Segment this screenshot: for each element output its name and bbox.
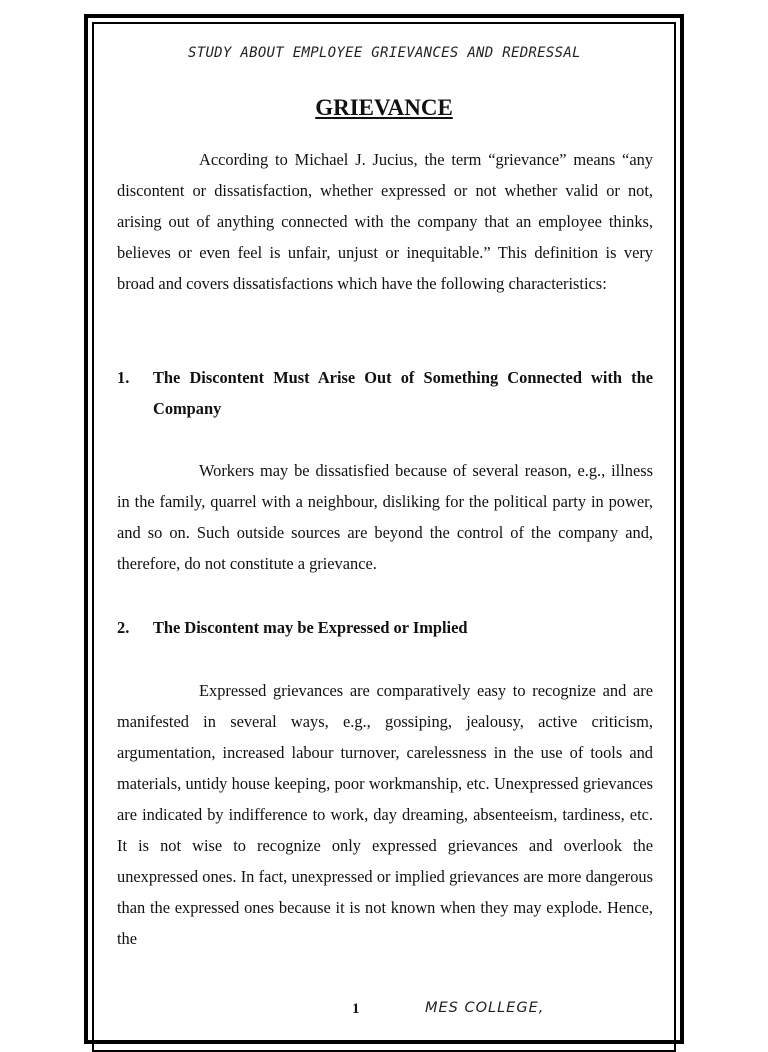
section-paragraph-2: Expressed grievances are comparatively easy to recognize and are manifested in several ways, e.g., gossiping, jealousy, active criticism, argumentation, increased labour turnover, carelessness in the use of tools and materials, untidy house keeping, poor workmanship, etc. Unexpressed grievances are indicated by indifference to work, day dreaming, absenteeism, tardiness, etc. It is not wise to recognize only expressed grievances and overlook the unexpressed ones. In fact, unexpressed or implied grievances are more dangerous than the expressed ones because it is not known when they may explode. Hence, the — [117, 681, 653, 948]
section-heading-1 — [117, 362, 653, 424]
section-number-2: 2. — [117, 618, 130, 637]
section-heading-2 — [117, 612, 653, 643]
section-heading-text-1: The Discontent Must Arise Out of Something Connected with the Company — [153, 368, 653, 418]
intro-paragraph: According to Michael J. Jucius, the term “grievance” means “any discontent or dissatisfaction, whether expressed or not whether valid or not, arising out of anything connected with the company that an employee thinks, believes or even feel is unfair, unjust or inequitable.” This definition is very broad and covers dissatisfactions which have the following characteristics: — [117, 150, 653, 293]
page-number: 1 — [352, 1001, 360, 1017]
page-title: GRIEVANCE — [315, 95, 453, 120]
section-heading-text-2: The Discontent may be Expressed or Implied — [153, 618, 468, 637]
section-paragraph-1: Workers may be dissatisfied because of several reason, e.g., illness in the family, quarrel with a neighbour, disliking for the political party in power, and so on. Such outside sources are beyond the control of the company and, therefore, do not constitute a grievance. — [117, 461, 653, 573]
footer-college: MES COLLEGE, — [425, 1000, 545, 1016]
section-number-1: 1. — [117, 368, 130, 387]
running-header: STUDY ABOUT EMPLOYEE GRIEVANCES AND REDRESSAL — [188, 45, 581, 61]
